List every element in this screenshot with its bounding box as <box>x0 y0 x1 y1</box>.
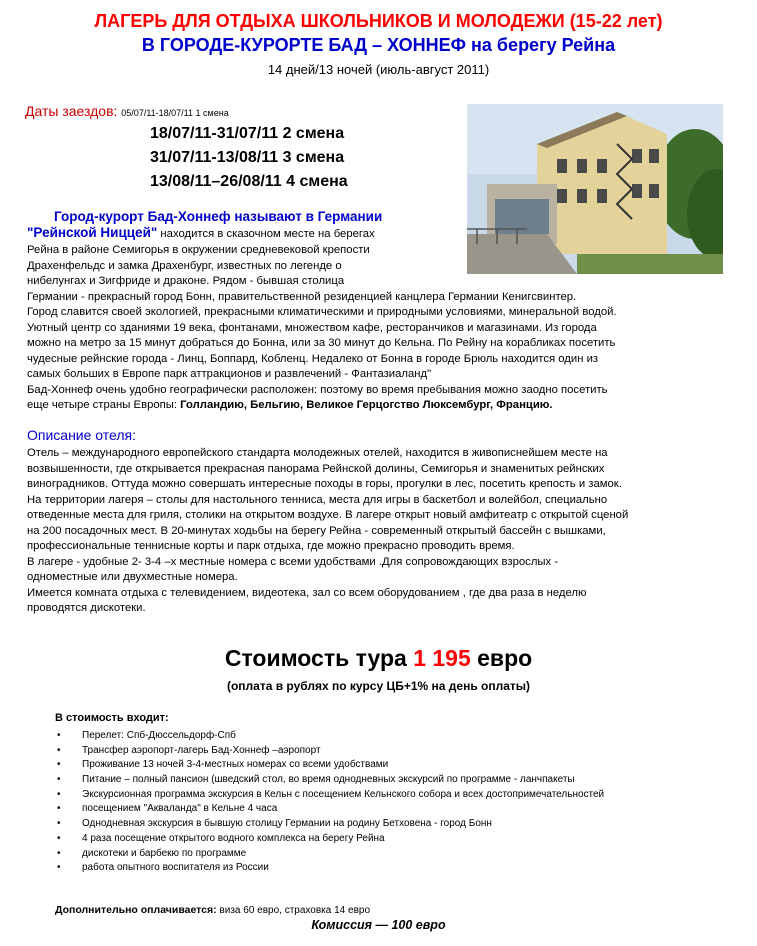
city-line: можно на метро за 15 минут добраться до Бонна, или за 30 минут до Кельна. По Рейну на корабликах посетить <box>27 337 616 349</box>
city-line: Рейна в районе Семигорья в окружении средневековой крепости <box>27 244 370 256</box>
city-line: Уютный центр со зданиями 19 века, фонтанами, множеством кафе, ресторанчиков и магазинами. Из города <box>27 321 597 334</box>
city-line-1 <box>27 225 375 243</box>
list-item: • работа опытного воспитателя из России <box>57 861 604 876</box>
list-item: • 4 раза посещение открытого водного комплекса на берегу Рейна <box>57 832 604 847</box>
city-line: Бад-Хоннеф очень удобно географически расположен: поэтому во время пребывания можно заодно посетить <box>27 383 608 396</box>
shift-4: 13/08/11–26/08/11 4 смена <box>150 173 348 190</box>
city-line-last <box>27 398 617 414</box>
city-line: самых больших в Европе парк аттракционов и развлечений - Фантазиаланд" <box>27 368 432 380</box>
hotel-line: В лагере - удобные 2- 3-4 –х местные номера с всеми удобствами .Для сопровождающих взрослых - <box>27 555 559 568</box>
list-item: • Однодневная экскурсия в бывшую столицу Германии на родину Бетховена - город Бонн <box>57 817 604 832</box>
list-item: • Трансфер аэропорт-лагерь Бад-Хоннеф –аэропорт <box>57 744 604 759</box>
hotel-line: На территории лагеря – столы для настольного тенниса, места для игры в баскетбол и волейбол, специально <box>27 493 608 506</box>
list-item: • Питание – полный пансион (шведский стол, во время однодневных экскурсий по программе - ланчпакеты <box>57 773 604 788</box>
hotel-line: виноградников. Оттуда можно совершать интересные походы в горы, прогулки в лес, посетить крепость и замок. <box>27 478 622 490</box>
subtitle: 14 дней/13 ночей (июль-август 2011) <box>267 62 490 77</box>
list-item: • дискотеки и барбекю по программе <box>57 847 604 862</box>
hotel-heading: Описание отеля: <box>27 427 136 443</box>
list-item: • Перелет: Спб-Дюссельдорф-Спб <box>57 729 604 744</box>
shift-1: 05/07/11-18/07/11 1 смена <box>121 108 229 118</box>
shift-3: 31/07/11-13/08/11 3 смена <box>150 149 345 166</box>
hotel-line: отведенные места для гриля, столики на открытом воздухе. В лагере открыт новый амфитеатр с открытой сценой <box>27 509 629 521</box>
city-paragraph <box>27 243 617 414</box>
price-heading <box>0 645 757 672</box>
countries-list: Голландию, Бельгию, Великое Герцогство Люксембург, Францию. <box>180 399 553 411</box>
price-suffix: евро <box>470 645 533 671</box>
list-item: • посещением "Акваланда" в Кельне 4 часа <box>57 802 604 817</box>
dates-label: Даты заездов: <box>25 103 118 119</box>
list-item: • Проживание 13 ночей 3-4-местных номерах со всеми удобствами <box>57 758 604 773</box>
extra-payment <box>55 904 370 916</box>
city-heading-1: Город-курорт Бад-Хоннеф называют в Германии <box>54 209 383 224</box>
city-line: Город славится своей экологией, прекрасными климатическими и природными условиями, минеральной водой. <box>27 306 617 318</box>
included-list <box>57 729 604 876</box>
hotel-line: проводятся дискотеки. <box>27 602 146 614</box>
city-line: нибелунгах и Зигфриде и драконе. Рядом - бывшая столица <box>27 275 345 287</box>
extra-label: Дополнительно оплачивается: <box>55 904 217 916</box>
hotel-line: Имеется комната отдыха с телевидением, видеотека, зал со всем оборудованием , где два раза в неделю <box>27 586 587 599</box>
commission: Комиссия — 100 евро <box>311 918 446 932</box>
hotel-line: возвышенности, где открывается прекрасная панорама Рейнской долины, Семигорья и знаменитых рейнских <box>27 462 605 475</box>
price-prefix: Стоимость тура <box>224 645 414 671</box>
hotel-line: одноместные или двухместные номера. <box>27 571 238 583</box>
city-line: Драхенфельдс и замка Драхенбург, известных по легенде о <box>27 259 342 272</box>
price-amount: 1 195 <box>413 645 471 671</box>
extra-value: виза 60 евро, страховка 14 евро <box>216 905 371 916</box>
city-line-1-text: находится в сказочном месте на берегах <box>157 228 375 240</box>
city-line: чудесные рейнские города - Линц, Боппард, Кобленц. Недалеко от Бонна в городе Брюль находится один из <box>27 352 599 365</box>
shift-2: 18/07/11-31/07/11 2 смена <box>150 125 345 142</box>
hotel-line: профессиональные теннисные корты и парк отдыха, где можно прекрасно проводить время. <box>27 540 515 552</box>
title-line-1: ЛАГЕРЬ ДЛЯ ОТДЫХА ШКОЛЬНИКОВ И МОЛОДЕЖИ (15-22 лет) <box>94 11 663 31</box>
hotel-paragraph <box>27 446 628 617</box>
city-heading-2: "Рейнской Ниццей" <box>27 225 158 240</box>
city-line: Германии - прекрасный город Бонн, правительственной резиденцией канцлера Германии Кенигсвинтер. <box>27 290 577 303</box>
city-last-prefix: еще четыре страны Европы: <box>27 399 181 411</box>
hotel-line: Отель – международного европейского стандарта молодежных отелей, находится в живописнейшем месте на <box>27 447 608 459</box>
title-line-2: В ГОРОДЕ-КУРОРТЕ БАД – ХОННЕФ на берегу Рейна <box>141 35 616 55</box>
hotel-line: на 200 посадочных мест. В 20-минутах ходьбы на берегу Рейна - современный открытый бассейн с вышками, <box>27 524 606 537</box>
included-heading: В стоимость входит: <box>55 712 169 724</box>
dates-block <box>25 103 229 119</box>
price-note: (оплата в рублях по курсу ЦБ+1% на день оплаты) <box>226 679 531 693</box>
list-item: • Экскурсионная программа экскурсия в Кельн с посещением Кельнского собора и всех достопримечательностей <box>57 788 604 803</box>
